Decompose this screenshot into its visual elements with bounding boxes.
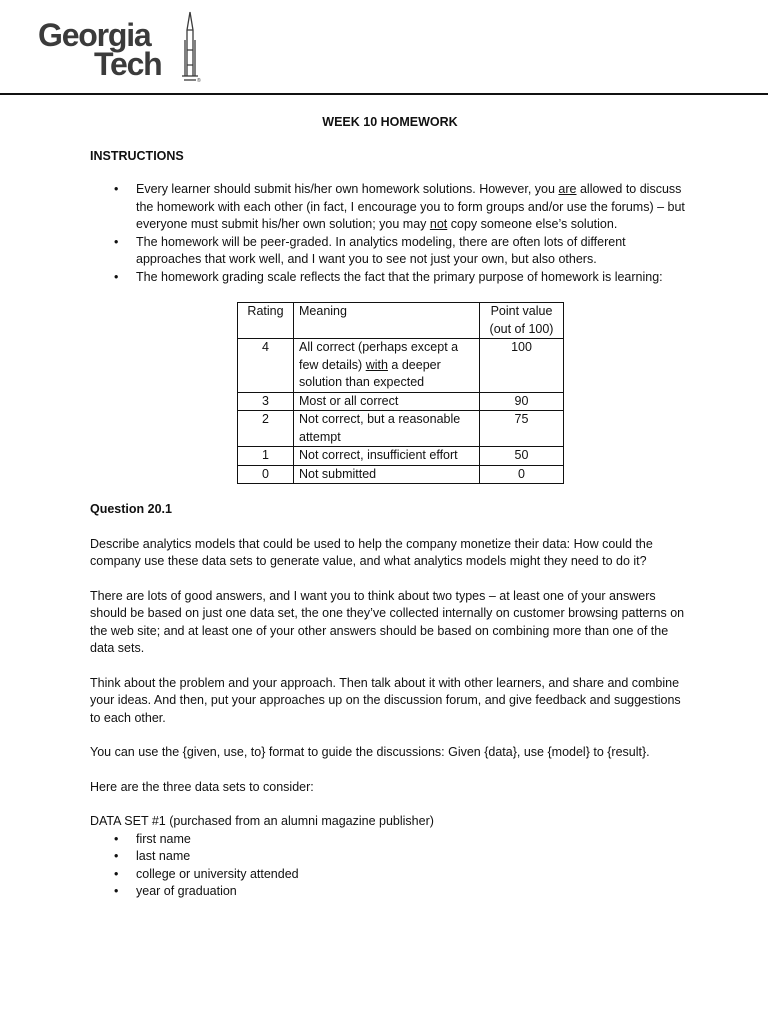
document-body bbox=[90, 114, 690, 901]
cell-meaning: All correct (perhaps except a few details) with a deeper solution than expected bbox=[294, 339, 480, 393]
column-header-rating: Rating bbox=[238, 303, 294, 339]
cell-points: 0 bbox=[480, 465, 564, 484]
logo-word-tech: Tech bbox=[94, 46, 162, 82]
cell-points: 50 bbox=[480, 447, 564, 466]
tech-tower-icon bbox=[178, 10, 202, 84]
header bbox=[0, 0, 768, 96]
question-paragraph: There are lots of good answers, and I want you to think about two types – at least one of your answers should be based on just one data set, the one they’ve collected internally on customer browsing patterns on the web site; and at least one of your other answers should be based on combining more than one of the data sets. bbox=[90, 588, 685, 655]
cell-meaning: Most or all correct bbox=[294, 392, 480, 411]
instructions-heading: INSTRUCTIONS bbox=[90, 148, 184, 163]
logo-word-georgia: Georgia bbox=[38, 17, 151, 53]
cell-meaning: Not submitted bbox=[294, 465, 480, 484]
cell-meaning: Not correct, insufficient effort bbox=[294, 447, 480, 466]
georgia-tech-logo bbox=[38, 14, 208, 84]
column-header-meaning: Meaning bbox=[294, 303, 480, 339]
underlined-word: are bbox=[558, 182, 577, 196]
cell-rating: 2 bbox=[238, 411, 294, 447]
underlined-word: not bbox=[429, 217, 448, 231]
question-paragraph: Think about the problem and your approach. Then talk about it with other learners, and share and combine your ideas. And then, put your approaches up on the discussion forum, and give feedback and suggestions to each other. bbox=[90, 675, 681, 725]
dataset-heading: DATA SET #1 (purchased from an alumni magazine publisher) bbox=[90, 814, 434, 828]
grading-scale-table bbox=[237, 302, 564, 484]
table-row bbox=[238, 447, 564, 466]
question-paragraph: You can use the {given, use, to} format to guide the discussions: Given {data}, use {model} to {result}. bbox=[90, 745, 650, 759]
instruction-item: • The homework will be peer-graded. In analytics modeling, there are often lots of different approaches that work well, and I want you to see not just your own, but also others. bbox=[136, 234, 690, 269]
instruction-item: • Every learner should submit his/her own homework solutions. However, you are allowed to discuss the homework with each other (in fact, I encourage you to form groups and/or use the forums) – but everyone must submit his/her own solution; you may not copy someone else’s solution. bbox=[136, 181, 690, 234]
cell-points: 90 bbox=[480, 392, 564, 411]
cell-rating: 1 bbox=[238, 447, 294, 466]
list-item: • college or university attended bbox=[136, 866, 690, 884]
table-row bbox=[238, 392, 564, 411]
question-paragraph: Describe analytics models that could be used to help the company monetize their data: How could the company use these data sets to generate value, and what analytics models might they need to do it? bbox=[90, 536, 653, 568]
cell-points: 75 bbox=[480, 411, 564, 447]
header-rule bbox=[0, 93, 768, 95]
question-paragraph: Here are the three data sets to consider: bbox=[90, 779, 314, 794]
cell-meaning: Not correct, but a reasonable attempt bbox=[294, 411, 480, 447]
question-heading: Question 20.1 bbox=[90, 502, 172, 516]
table-row bbox=[238, 411, 564, 447]
underlined-word: with bbox=[365, 357, 388, 372]
cell-rating: 0 bbox=[238, 465, 294, 484]
list-item: • year of graduation bbox=[136, 883, 690, 901]
svg-text:®: ® bbox=[197, 78, 201, 84]
table-row bbox=[238, 339, 564, 393]
table-header-row bbox=[238, 303, 564, 339]
list-item: • last name bbox=[136, 848, 690, 866]
instructions-list bbox=[90, 181, 690, 286]
cell-rating: 4 bbox=[238, 339, 294, 393]
list-item: • first name bbox=[136, 831, 690, 849]
dataset-field-list bbox=[90, 831, 690, 901]
cell-rating: 3 bbox=[238, 392, 294, 411]
column-header-points: Point value (out of 100) bbox=[480, 303, 564, 339]
table-row bbox=[238, 465, 564, 484]
page-title: WEEK 10 HOMEWORK bbox=[322, 115, 458, 129]
instruction-item: • The homework grading scale reflects the fact that the primary purpose of homework is learning: bbox=[136, 269, 690, 287]
cell-points: 100 bbox=[480, 339, 564, 393]
